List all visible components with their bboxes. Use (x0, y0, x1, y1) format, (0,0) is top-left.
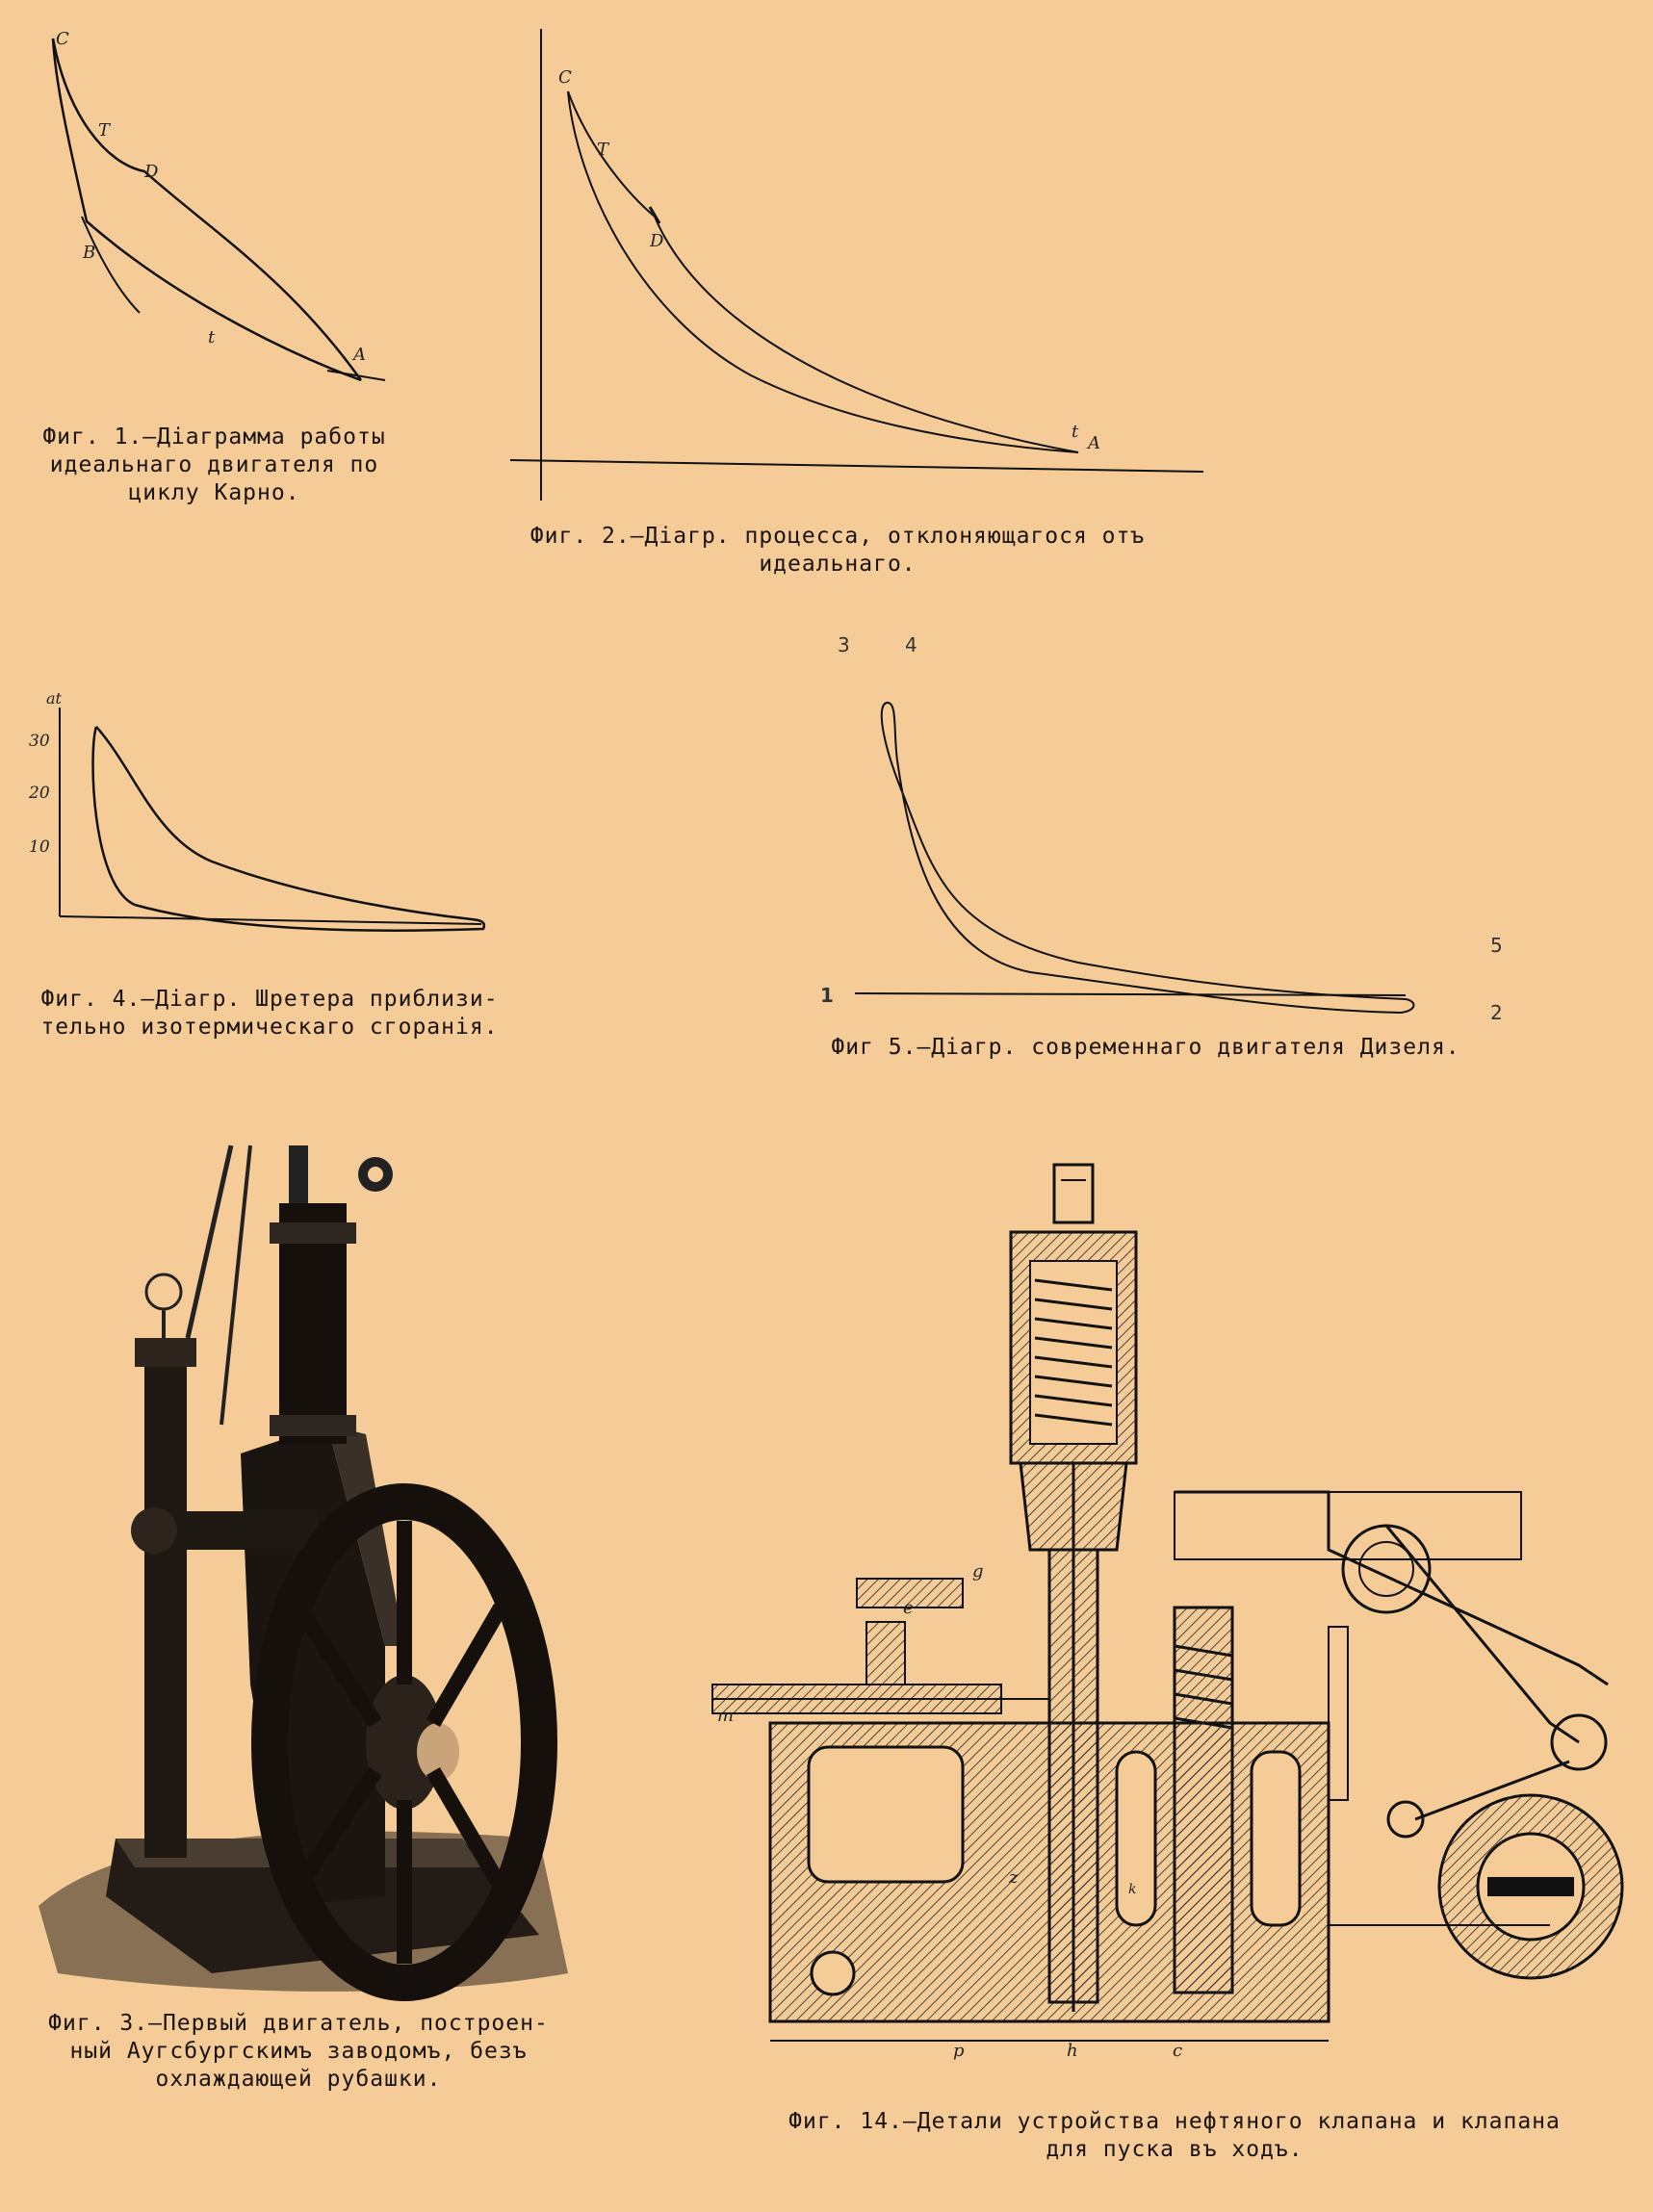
fig14-label-z: z (1009, 1867, 1019, 1888)
fig2-label-t: T (597, 140, 609, 160)
fig5-point-4: 4 (905, 633, 917, 656)
fig4-tick-10: 10 (29, 837, 50, 857)
engine-illustration (0, 1107, 597, 2002)
fig1-label-d: D (144, 162, 159, 182)
fig5-point-1: 1 (820, 984, 834, 1007)
fig14-caption-line: для пуска въ ходъ. (1046, 2137, 1304, 2162)
fig14-label-k: k (1128, 1882, 1137, 1897)
fig1-caption-line: Фиг. 1.—Діаграмма работы (42, 424, 386, 450)
fig14-caption-line: Фиг. 14.—Детали устройства нефтяного клапана и клапана (788, 2109, 1561, 2134)
fig5-point-2: 2 (1490, 1001, 1503, 1024)
fig4-curves (0, 693, 501, 943)
fig5-point-5: 5 (1490, 934, 1503, 957)
fig2-diagram (501, 0, 1588, 597)
fig4-tick-20: 20 (29, 784, 50, 803)
fig5-point-3: 3 (838, 633, 850, 656)
fig4-tick-30: 30 (29, 732, 50, 751)
fig3-caption (19, 2010, 578, 2094)
fig3-caption-line: Фиг. 3.—Первый двигатель, построен- (48, 2011, 549, 2036)
fig2-curves (501, 0, 1271, 501)
fig3-caption-line: охлаждающей рубашки. (155, 2067, 442, 2092)
fig14-caption (751, 2108, 1598, 2164)
fig2-label-c: C (558, 67, 572, 88)
fig14-label-c: c (1173, 2041, 1183, 2061)
fig1-diagram (0, 0, 424, 505)
fig2-label-d: D (650, 231, 664, 251)
fig14-label-g: g (972, 1561, 984, 1582)
fig14-label-h: h (1067, 2041, 1078, 2061)
fig4-diagram (0, 689, 558, 1040)
fig3-engine (0, 1107, 616, 2127)
fig1-label-t-lower: t (208, 327, 216, 347)
fig14-valve-detail (712, 1145, 1637, 2195)
fig5-caption (789, 1034, 1502, 1062)
fig14-label-m: m (717, 1706, 735, 1726)
fig1-caption-line: циклу Карно. (128, 480, 300, 505)
fig5-caption-line: Фиг 5.—Діагр. современнаго двигателя Дизеля. (831, 1035, 1460, 1060)
fig14-label-e: e (903, 1598, 914, 1618)
fig1-label-c: C (56, 29, 69, 49)
fig1-label-a: A (353, 345, 366, 365)
fig1-caption (19, 424, 409, 507)
fig2-caption (501, 523, 1175, 579)
valve-section-drawing (712, 1145, 1637, 2070)
fig14-label-p: p (953, 2041, 965, 2061)
fig4-caption-line: Фиг. 4.—Діагр. Шретера приблизи- (40, 987, 499, 1012)
fig1-label-b: B (83, 243, 96, 263)
fig2-label-t-small: t (1072, 422, 1079, 442)
fig3-caption-line: ный Аугсбургскимъ заводомъ, безъ (69, 2039, 528, 2064)
fig4-axis-unit: at (46, 689, 62, 707)
fig4-caption-line: тельно изотермическаго сгоранія. (40, 1015, 499, 1040)
fig5-diagram (789, 626, 1560, 1078)
fig2-caption-line: Фиг. 2.—Діагр. процесса, отклоняющагося отъ (529, 524, 1146, 549)
fig2-label-a: A (1088, 433, 1100, 453)
fig1-label-t-upper: T (98, 120, 111, 141)
fig5-curves (789, 626, 1463, 1030)
fig1-caption-line: идеальнаго двигателя по (49, 452, 379, 477)
fig4-caption (0, 986, 539, 1042)
fig2-caption-line: идеальнаго. (759, 552, 917, 577)
